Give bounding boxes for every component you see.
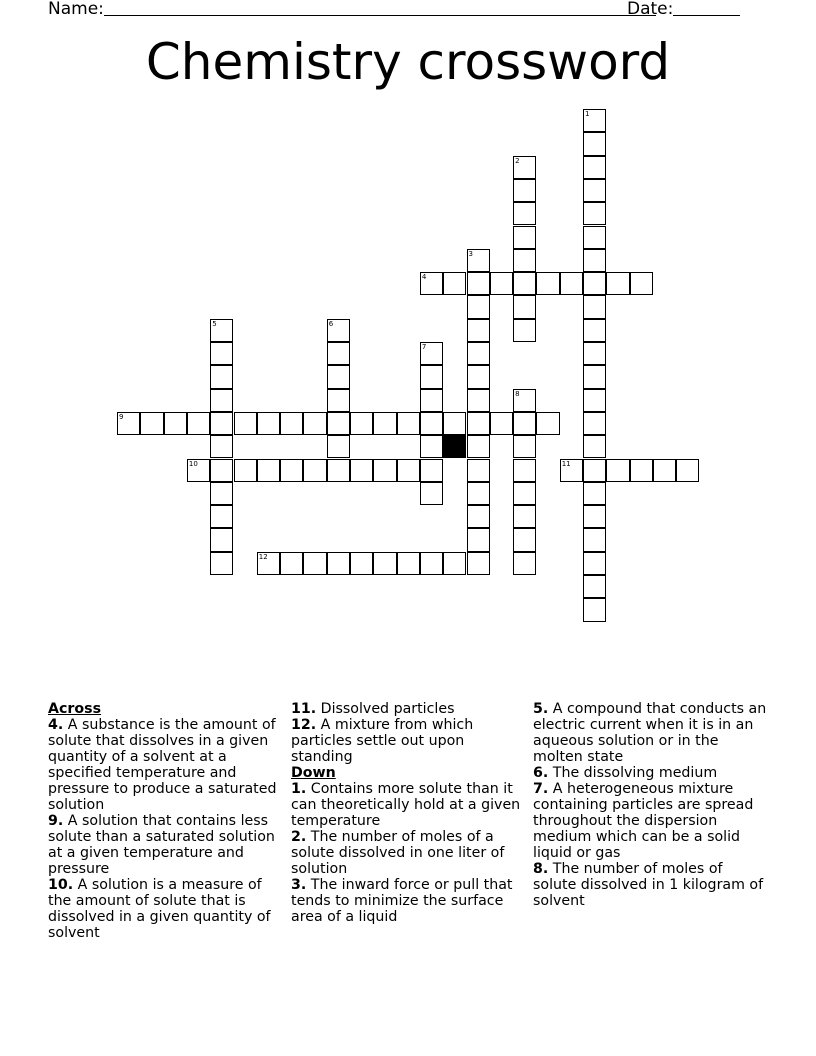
cell-number: 2 xyxy=(515,156,520,165)
grid-cell[interactable] xyxy=(210,365,233,388)
grid-cell[interactable] xyxy=(303,412,326,435)
grid-cell[interactable] xyxy=(210,505,233,528)
grid-cell[interactable] xyxy=(210,342,233,365)
grid-cell[interactable] xyxy=(467,505,490,528)
grid-cell[interactable] xyxy=(583,179,606,202)
clue-column-2 xyxy=(291,701,527,925)
grid-cell[interactable] xyxy=(467,319,490,342)
grid-cell[interactable] xyxy=(420,459,443,482)
grid-cell[interactable] xyxy=(443,272,466,295)
grid-cell[interactable] xyxy=(490,412,513,435)
grid-cell[interactable] xyxy=(350,459,373,482)
grid-cell[interactable] xyxy=(303,459,326,482)
cell-number: 10 xyxy=(188,459,198,468)
clue-number: 2. xyxy=(291,829,307,845)
grid-cell[interactable] xyxy=(210,552,233,575)
grid-cell[interactable] xyxy=(467,389,490,412)
grid-cell[interactable] xyxy=(583,505,606,528)
clue-down-2 xyxy=(291,829,527,877)
clue-number: 1. xyxy=(291,781,307,797)
grid-cell[interactable] xyxy=(583,365,606,388)
cell-number: 3 xyxy=(468,249,473,258)
cell-number: 7 xyxy=(421,343,427,351)
grid-cell[interactable] xyxy=(373,552,396,575)
clue-across-10 xyxy=(48,877,284,941)
grid-cell[interactable] xyxy=(583,575,606,598)
grid-cell[interactable] xyxy=(327,435,350,458)
black-cell xyxy=(443,435,466,458)
grid-cell[interactable] xyxy=(210,435,233,458)
grid-cell[interactable] xyxy=(234,412,257,435)
grid-cell[interactable] xyxy=(303,552,326,575)
cell-number: 4 xyxy=(421,273,427,282)
grid-cell[interactable] xyxy=(397,459,420,482)
grid-cell[interactable] xyxy=(513,179,536,202)
clue-column-3 xyxy=(533,701,769,909)
grid-cell[interactable] xyxy=(583,319,606,342)
grid-cell[interactable] xyxy=(257,412,280,435)
grid-cell[interactable] xyxy=(560,272,583,295)
grid-cell[interactable] xyxy=(583,598,606,621)
grid-cell[interactable] xyxy=(350,412,373,435)
grid-cell[interactable] xyxy=(490,272,513,295)
clue-text: The dissolving medium xyxy=(552,765,718,781)
grid-cell[interactable] xyxy=(467,459,490,482)
grid-cell[interactable] xyxy=(513,272,536,295)
grid-cell[interactable] xyxy=(583,552,606,575)
clue-text: A solution is a measure of the amount of solute that is dissolved in a given quantity of solvent xyxy=(48,877,271,941)
grid-cell[interactable] xyxy=(443,412,466,435)
clue-number: 11. xyxy=(291,701,317,717)
clue-text: A mixture from which particles settle out upon standing xyxy=(291,717,474,765)
grid-cell[interactable] xyxy=(443,552,466,575)
grid-cell[interactable] xyxy=(513,226,536,249)
clue-text: A solution that contains less solute than a saturated solution at a given temperature and pressure xyxy=(48,813,275,877)
grid-cell[interactable] xyxy=(513,412,536,435)
grid-cell[interactable] xyxy=(210,528,233,551)
grid-cell[interactable] xyxy=(280,552,303,575)
grid-cell[interactable] xyxy=(583,272,606,295)
clue-number: 8. xyxy=(533,861,549,877)
grid-cell[interactable] xyxy=(513,249,536,272)
clue-number: 6. xyxy=(533,765,549,781)
grid-cell[interactable] xyxy=(630,272,653,295)
grid-cell[interactable] xyxy=(373,459,396,482)
grid-cell[interactable] xyxy=(513,202,536,225)
clue-down-1 xyxy=(291,781,527,829)
grid-cell[interactable] xyxy=(583,226,606,249)
clue-text: A compound that conducts an electric current when it is in an aqueous solution or in the molten state xyxy=(533,701,767,765)
grid-cell[interactable] xyxy=(280,412,303,435)
cell-number: 11 xyxy=(561,459,571,468)
grid-cell[interactable] xyxy=(513,319,536,342)
grid-cell[interactable] xyxy=(327,342,350,365)
grid-cell[interactable] xyxy=(513,435,536,458)
grid-cell[interactable] xyxy=(280,459,303,482)
grid-cell[interactable] xyxy=(513,295,536,318)
clue-number: 5. xyxy=(533,701,549,717)
grid-cell[interactable] xyxy=(397,412,420,435)
grid-cell[interactable] xyxy=(467,482,490,505)
grid-cell[interactable] xyxy=(513,459,536,482)
grid-cell[interactable] xyxy=(373,412,396,435)
grid-cell[interactable] xyxy=(140,412,163,435)
cell-number: 6 xyxy=(328,319,334,328)
grid-cell[interactable] xyxy=(210,459,233,482)
grid-cell[interactable] xyxy=(467,435,490,458)
date-label: Date: xyxy=(627,0,674,19)
grid-cell[interactable] xyxy=(327,412,350,435)
clue-text: Contains more solute than it can theoretically hold at a given temperature xyxy=(291,781,521,829)
grid-cell[interactable] xyxy=(583,528,606,551)
clue-number: 10. xyxy=(48,877,74,893)
clue-down-8 xyxy=(533,861,769,909)
grid-cell[interactable] xyxy=(653,459,676,482)
grid-cell[interactable] xyxy=(583,156,606,179)
cell-number: 12 xyxy=(258,552,268,561)
grid-cell[interactable] xyxy=(210,412,233,435)
clue-across-11 xyxy=(291,701,527,717)
grid-cell[interactable] xyxy=(210,389,233,412)
clue-text: The number of moles of solute dissolved in 1 kilogram of solvent xyxy=(533,861,764,909)
grid-cell[interactable] xyxy=(583,342,606,365)
grid-cell[interactable] xyxy=(420,482,443,505)
clue-number: 9. xyxy=(48,813,64,829)
grid-cell[interactable] xyxy=(583,412,606,435)
grid-cell[interactable] xyxy=(467,365,490,388)
name-label: Name: xyxy=(48,0,104,19)
grid-cell[interactable] xyxy=(513,552,536,575)
grid-cell[interactable] xyxy=(583,435,606,458)
grid-cell[interactable] xyxy=(467,272,490,295)
grid-cell[interactable] xyxy=(210,482,233,505)
clue-text: A heterogeneous mixture containing particles are spread throughout the dispersion medium which can be a solid liquid or gas xyxy=(533,781,754,861)
grid-cell[interactable] xyxy=(583,132,606,155)
grid-cell[interactable] xyxy=(583,202,606,225)
clue-text: Dissolved particles xyxy=(320,701,455,717)
clue-number: 3. xyxy=(291,877,307,893)
grid-cell[interactable] xyxy=(420,365,443,388)
clue-down-5 xyxy=(533,701,769,765)
grid-cell[interactable] xyxy=(420,412,443,435)
grid-cell[interactable] xyxy=(327,459,350,482)
grid-cell[interactable] xyxy=(420,389,443,412)
grid-cell[interactable] xyxy=(467,552,490,575)
cell-number: 1 xyxy=(585,110,590,118)
cell-number: 9 xyxy=(119,412,124,421)
clue-across-9 xyxy=(48,813,284,877)
grid-cell[interactable] xyxy=(676,459,699,482)
grid-cell[interactable] xyxy=(327,365,350,388)
clue-number: 7. xyxy=(533,781,549,797)
grid-cell[interactable] xyxy=(630,459,653,482)
grid-cell[interactable] xyxy=(327,552,350,575)
clue-across-4 xyxy=(48,717,284,813)
clue-text: The inward force or pull that tends to minimize the surface area of a liquid xyxy=(291,877,513,925)
grid-cell[interactable] xyxy=(536,272,559,295)
clue-down-6 xyxy=(533,765,769,781)
clue-down-3 xyxy=(291,877,527,925)
grid-cell[interactable] xyxy=(583,295,606,318)
clue-text: A substance is the amount of solute that dissolves in a given quantity of a solvent at a specified temperature and pressure to produce a saturated solution xyxy=(48,717,277,813)
grid-cell[interactable] xyxy=(467,295,490,318)
down-heading: Down xyxy=(291,765,336,781)
grid-cell[interactable] xyxy=(420,435,443,458)
page-title: Chemistry crossword xyxy=(145,33,671,91)
grid-cell[interactable] xyxy=(420,552,443,575)
grid-cell[interactable] xyxy=(583,482,606,505)
grid-cell[interactable] xyxy=(257,459,280,482)
cell-number: 8 xyxy=(515,389,520,398)
grid-cell[interactable] xyxy=(583,459,606,482)
grid-cell[interactable] xyxy=(536,412,559,435)
grid-cell[interactable] xyxy=(606,459,629,482)
grid-cell[interactable] xyxy=(513,528,536,551)
grid-cell[interactable] xyxy=(606,272,629,295)
clue-column-1 xyxy=(48,701,284,941)
cell-number: 5 xyxy=(212,319,217,328)
grid-cell[interactable] xyxy=(583,249,606,272)
clue-number: 12. xyxy=(291,717,317,733)
grid-cell[interactable] xyxy=(234,459,257,482)
grid-cell[interactable] xyxy=(327,389,350,412)
grid-cell[interactable] xyxy=(350,552,373,575)
grid-cell[interactable] xyxy=(467,412,490,435)
grid-cell[interactable] xyxy=(187,412,210,435)
across-heading: Across xyxy=(48,701,102,717)
grid-cell[interactable] xyxy=(467,342,490,365)
grid-cell[interactable] xyxy=(397,552,420,575)
grid-cell[interactable] xyxy=(583,389,606,412)
grid-cell[interactable] xyxy=(513,482,536,505)
grid-cell[interactable] xyxy=(467,528,490,551)
clue-number: 4. xyxy=(48,717,64,733)
grid-cell[interactable] xyxy=(513,505,536,528)
clue-text: The number of moles of a solute dissolved in one liter of solution xyxy=(291,829,505,877)
clue-across-12 xyxy=(291,717,527,765)
grid-cell[interactable] xyxy=(164,412,187,435)
clue-down-7 xyxy=(533,781,769,861)
